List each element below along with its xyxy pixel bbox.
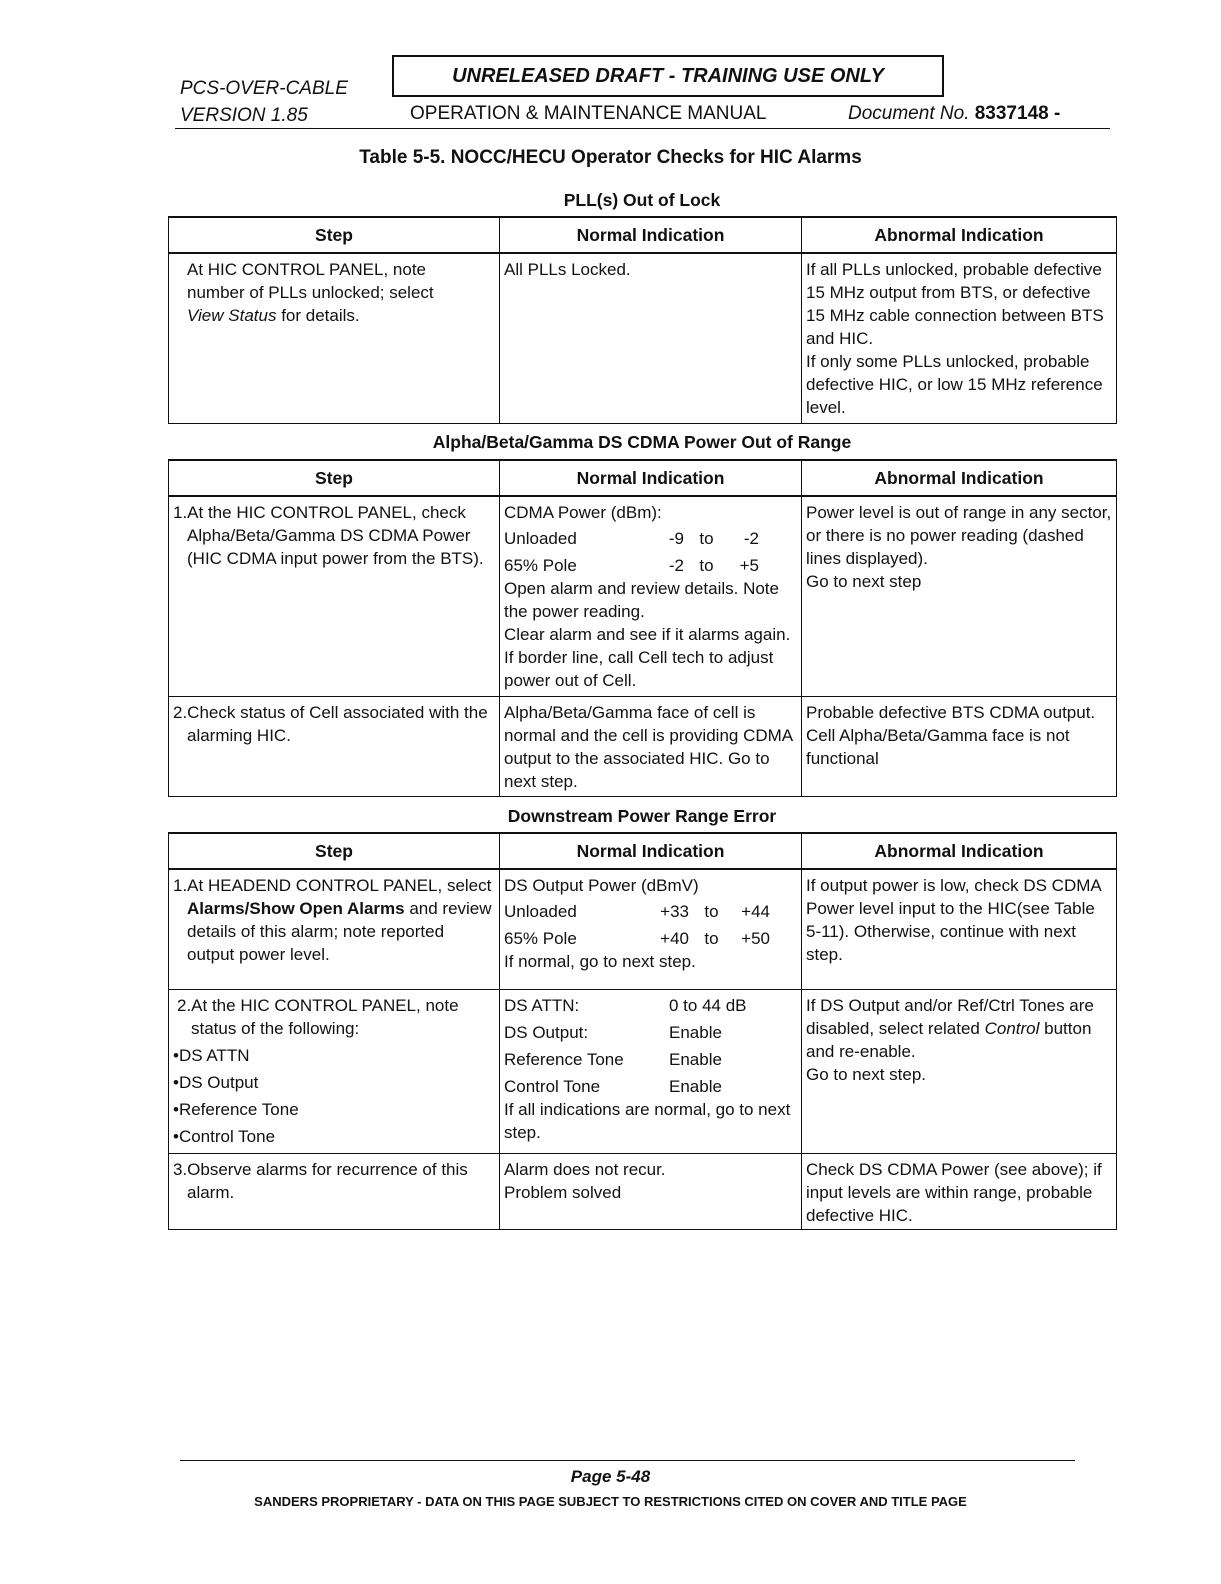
table-row bbox=[169, 1153, 1117, 1229]
status-key: Control Tone bbox=[504, 1076, 601, 1096]
col-normal: Normal Indication bbox=[500, 833, 802, 869]
power-to: to bbox=[699, 529, 714, 548]
manual-title: OPERATION & MAINTENANCE MANUAL bbox=[410, 103, 767, 124]
step-text: 1.At the HIC CONTROL PANEL, check Alpha/Beta/Gamma DS CDMA Power (HIC CDMA input power from the BTS). bbox=[173, 503, 484, 568]
power-high: +50 bbox=[741, 929, 770, 948]
abnormal-pre: If DS Output and/or Ref/Ctrl Tones are disabled, select related bbox=[806, 995, 1094, 1038]
proprietary-notice: SANDERS PROPRIETARY - DATA ON THIS PAGE SUBJECT TO RESTRICTIONS CITED ON COVER AND TITLE PAGE bbox=[254, 1494, 967, 1509]
table-header-row bbox=[169, 833, 1117, 869]
normal-text: If all indications are normal, go to next step. bbox=[504, 1099, 791, 1142]
step-line: At HIC CONTROL PANEL, note bbox=[187, 260, 427, 279]
table-pll bbox=[168, 216, 1117, 424]
normal-text: Clear alarm and see if it alarms again. If border line, call Cell tech to adjust power out of Cell. bbox=[504, 625, 791, 690]
normal-cell bbox=[500, 989, 802, 1153]
abnormal-post: button and re-enable. bbox=[806, 1018, 1092, 1061]
table-title: Table 5-5. NOCC/HECU Operator Checks for HIC Alarms bbox=[359, 147, 862, 168]
section-title-downstream: Downstream Power Range Error bbox=[507, 806, 777, 826]
status-pair bbox=[504, 1021, 797, 1044]
status-pair bbox=[504, 1075, 797, 1098]
draft-banner bbox=[392, 55, 944, 97]
bullet-item: • Control Tone bbox=[173, 1125, 495, 1148]
alarms-menu-term: Alarms/Show Open Alarms bbox=[187, 899, 405, 918]
step-text bbox=[173, 874, 495, 966]
step-cell bbox=[169, 1153, 500, 1229]
status-key: DS ATTN: bbox=[504, 995, 580, 1015]
normal-text: If normal, go to next step. bbox=[504, 952, 696, 971]
bullet-item: • DS Output bbox=[173, 1071, 495, 1094]
col-abnormal: Abnormal Indication bbox=[802, 833, 1117, 869]
abnormal-cell bbox=[802, 989, 1117, 1153]
table-row bbox=[169, 696, 1117, 796]
step-line bbox=[187, 304, 495, 327]
power-low: +33 bbox=[660, 902, 689, 921]
col-normal: Normal Indication bbox=[500, 460, 802, 496]
section-title-pll: PLL(s) Out of Lock bbox=[563, 190, 721, 210]
status-pair bbox=[504, 994, 797, 1017]
abnormal-cell bbox=[802, 253, 1117, 423]
col-step: Step bbox=[169, 833, 500, 869]
power-row bbox=[504, 927, 797, 950]
document-number-value: 8337148 - bbox=[974, 103, 1061, 124]
step-cell bbox=[169, 496, 500, 696]
status-value: Enable bbox=[669, 1049, 722, 1069]
step-cell bbox=[169, 696, 500, 796]
col-abnormal: Abnormal Indication bbox=[802, 460, 1117, 496]
normal-head: DS Output Power (dBmV) bbox=[504, 876, 699, 895]
power-low: +40 bbox=[660, 929, 689, 948]
normal-head: CDMA Power (dBm): bbox=[504, 503, 662, 522]
power-low: -9 bbox=[668, 529, 684, 548]
step-tail: for details. bbox=[276, 306, 360, 325]
footer-divider bbox=[180, 1460, 1075, 1461]
document-number bbox=[848, 103, 1060, 125]
step-cell bbox=[169, 869, 500, 989]
step-post: and review details of this alarm; note reported output power level. bbox=[187, 899, 492, 964]
draft-banner-text: UNRELEASED DRAFT - TRAINING USE ONLY bbox=[452, 64, 884, 87]
status-value: 0 to 44 dB bbox=[669, 995, 747, 1015]
power-row bbox=[504, 527, 797, 550]
table-header-row bbox=[169, 217, 1117, 253]
abnormal-text: Probable defective BTS CDMA output. bbox=[806, 702, 1096, 722]
step-pre: 1.At HEADEND CONTROL PANEL, select bbox=[173, 876, 492, 895]
control-button-term: Control bbox=[984, 1018, 1040, 1038]
table-downstream bbox=[168, 832, 1117, 1230]
status-key: DS Output: bbox=[504, 1022, 589, 1042]
normal-text: Open alarm and review details. Note the power reading. bbox=[504, 579, 779, 621]
abnormal-text: Go to next step bbox=[806, 572, 922, 591]
power-row bbox=[504, 900, 797, 923]
version-label: VERSION 1.85 bbox=[180, 105, 308, 126]
normal-cell bbox=[500, 1153, 802, 1229]
bullet-item: • DS ATTN bbox=[173, 1044, 495, 1067]
step-cell bbox=[169, 989, 500, 1153]
power-label: Unloaded bbox=[504, 529, 577, 548]
normal-text: Alpha/Beta/Gamma face of cell is normal and the cell is providing CDMA output to the associated HIC. Go to next step. bbox=[504, 702, 793, 791]
normal-text: Alarm does not recur. bbox=[504, 1159, 666, 1179]
table-cdma bbox=[168, 459, 1117, 797]
col-abnormal: Abnormal Indication bbox=[802, 217, 1117, 253]
power-high: +5 bbox=[739, 556, 759, 575]
power-low: -2 bbox=[668, 556, 684, 575]
power-high: +44 bbox=[741, 902, 770, 921]
power-label: 65% Pole bbox=[504, 556, 577, 575]
abnormal-cell bbox=[802, 696, 1117, 796]
table-row bbox=[169, 869, 1117, 989]
normal-cell bbox=[500, 496, 802, 696]
step-line: number of PLLs unlocked; select bbox=[187, 283, 434, 302]
col-step: Step bbox=[169, 460, 500, 496]
table-row bbox=[169, 253, 1117, 423]
step-text: 2.Check status of Cell associated with the alarming HIC. bbox=[173, 702, 488, 745]
status-pair bbox=[504, 1048, 797, 1071]
abnormal-text: Check DS CDMA Power (see above); if input levels are within range, probable defective HIC. bbox=[806, 1159, 1102, 1225]
power-to: to bbox=[704, 929, 719, 948]
status-value: Enable bbox=[669, 1022, 722, 1042]
normal-cell bbox=[500, 696, 802, 796]
power-high: -2 bbox=[743, 529, 759, 548]
power-to: to bbox=[704, 902, 719, 921]
abnormal-text: Power level is out of range in any sector, or there is no power reading (dashed lines displayed). bbox=[806, 503, 1112, 568]
view-status-term: View Status bbox=[187, 306, 277, 325]
table-row bbox=[169, 496, 1117, 696]
page-number: Page 5-48 bbox=[570, 1467, 651, 1486]
abnormal-text: If all PLLs unlocked, probable defective 15 MHz output from BTS, or defective 15 MHz cable connection between BTS and HIC. bbox=[806, 260, 1104, 348]
status-value: Enable bbox=[669, 1076, 722, 1096]
power-label: 65% Pole bbox=[504, 929, 577, 948]
abnormal-text bbox=[806, 994, 1112, 1063]
table-header-row bbox=[169, 460, 1117, 496]
bullet-item: • Reference Tone bbox=[173, 1098, 495, 1121]
normal-text: Problem solved bbox=[504, 1182, 622, 1202]
power-to: to bbox=[699, 556, 714, 575]
header-divider bbox=[175, 128, 1110, 129]
normal-text: All PLLs Locked. bbox=[504, 260, 631, 279]
section-title-cdma: Alpha/Beta/Gamma DS CDMA Power Out of Range bbox=[432, 432, 852, 452]
col-normal: Normal Indication bbox=[500, 217, 802, 253]
col-step: Step bbox=[169, 217, 500, 253]
power-row bbox=[504, 554, 797, 577]
table-row bbox=[169, 989, 1117, 1153]
abnormal-text: Go to next step. bbox=[806, 1064, 927, 1084]
abnormal-text: Cell Alpha/Beta/Gamma face is not functional bbox=[806, 725, 1070, 768]
step-cell bbox=[169, 253, 500, 423]
power-label: Unloaded bbox=[504, 902, 577, 921]
step-text: 3.Observe alarms for recurrence of this alarm. bbox=[173, 1159, 468, 1202]
normal-cell bbox=[500, 869, 802, 989]
normal-cell bbox=[500, 253, 802, 423]
abnormal-cell bbox=[802, 496, 1117, 696]
status-key: Reference Tone bbox=[504, 1049, 624, 1069]
document-number-label: Document No. bbox=[848, 103, 970, 124]
step-text: 2.At the HIC CONTROL PANEL, note status of the following: bbox=[177, 995, 459, 1038]
abnormal-cell bbox=[802, 869, 1117, 989]
abnormal-cell bbox=[802, 1153, 1117, 1229]
abnormal-text: If only some PLLs unlocked, probable defective HIC, or low 15 MHz reference level. bbox=[806, 352, 1103, 417]
product-name: PCS-OVER-CABLE bbox=[180, 78, 348, 99]
abnormal-text: If output power is low, check DS CDMA Power level input to the HIC(see Table 5-11). Otherwise, continue with next step. bbox=[806, 876, 1101, 964]
